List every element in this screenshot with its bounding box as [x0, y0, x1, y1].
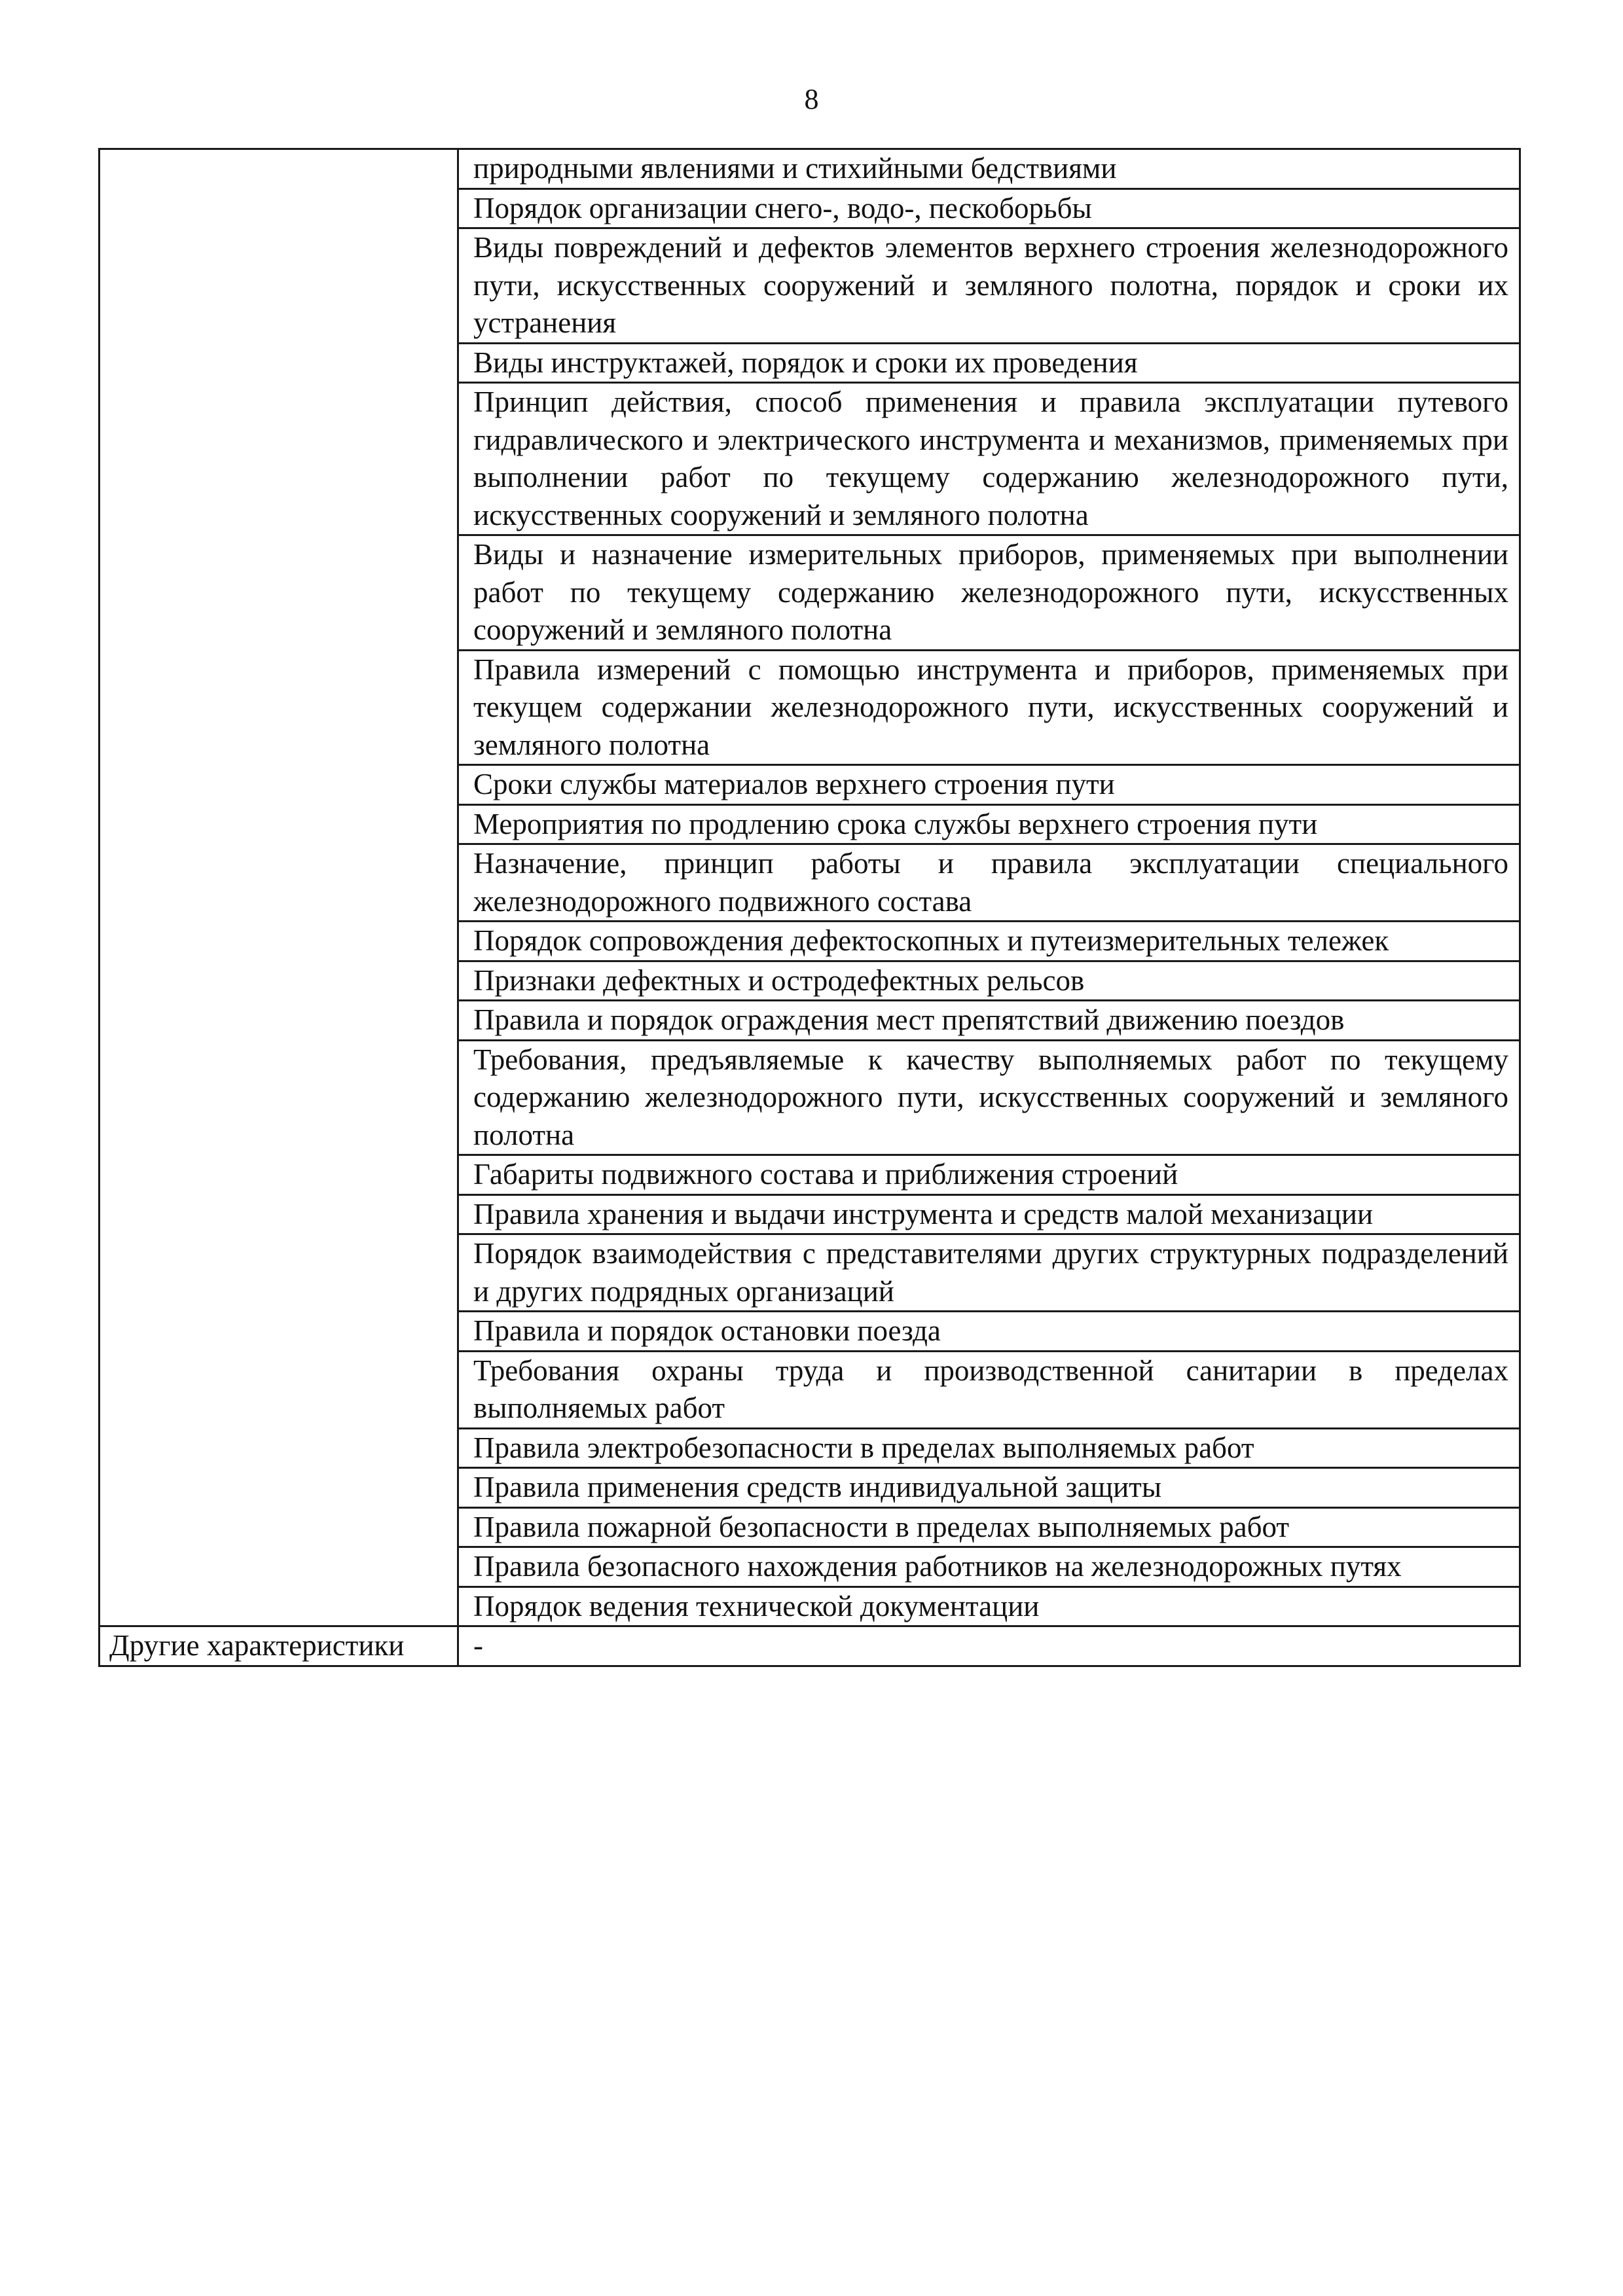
knowledge-item: Правила пожарной безопасности в пределах выполняемых работ: [458, 1507, 1520, 1547]
page-number: 8: [804, 83, 819, 115]
knowledge-item: Правила применения средств индивидуальной защиты: [458, 1468, 1520, 1508]
knowledge-item: Принцип действия, способ применения и правила эксплуатации путевого гидравлического и электрического инструмента и механизмов, применяемых при выполнении работ по текущему содержанию железнодорожного пути, искусственных сооружений и земляного полотна: [458, 383, 1520, 535]
knowledge-item: Виды повреждений и дефектов элементов верхнего строения железнодорожного пути, искусственных сооружений и земляного полотна, порядок и сроки их устранения: [458, 228, 1520, 344]
section-label-cell: [100, 149, 458, 1626]
requirements-table: [98, 148, 1521, 1667]
knowledge-item: Правила хранения и выдачи инструмента и средств малой механизации: [458, 1194, 1520, 1234]
table-row: [100, 149, 1520, 189]
knowledge-item: Мероприятия по продлению срока службы верхнего строения пути: [458, 804, 1520, 844]
knowledge-item: Правила и порядок остановки поезда: [458, 1312, 1520, 1352]
knowledge-item: Признаки дефектных и остродефектных рельсов: [458, 961, 1520, 1001]
other-characteristics-row: [100, 1626, 1520, 1666]
knowledge-item: Правила и порядок ограждения мест препятствий движению поездов: [458, 1001, 1520, 1041]
knowledge-item: Назначение, принцип работы и правила эксплуатации специального железнодорожного подвижного состава: [458, 844, 1520, 922]
knowledge-item: Порядок ведения технической документации: [458, 1587, 1520, 1626]
knowledge-item: Сроки службы материалов верхнего строения пути: [458, 765, 1520, 805]
knowledge-item: Требования, предъявляемые к качеству выполняемых работ по текущему содержанию железнодорожного пути, искусственных сооружений и земляного полотна: [458, 1040, 1520, 1155]
knowledge-item: Порядок организации снего-, водо-, пескоборьбы: [458, 188, 1520, 228]
knowledge-item: Порядок взаимодействия с представителями других структурных подразделений и других подрядных организаций: [458, 1234, 1520, 1312]
knowledge-item: Виды инструктажей, порядок и сроки их проведения: [458, 343, 1520, 383]
knowledge-item: Требования охраны труда и производственной санитарии в пределах выполняемых работ: [458, 1351, 1520, 1428]
knowledge-item: Габариты подвижного состава и приближения строений: [458, 1155, 1520, 1195]
knowledge-item: природными явлениями и стихийными бедствиями: [458, 149, 1520, 189]
knowledge-item: Правила безопасного нахождения работников на железнодорожных путях: [458, 1547, 1520, 1587]
knowledge-item: Порядок сопровождения дефектоскопных и путеизмерительных тележек: [458, 922, 1520, 961]
other-characteristics-label: Другие характеристики: [100, 1626, 458, 1666]
knowledge-item: Правила измерений с помощью инструмента и приборов, применяемых при текущем содержании железнодорожного пути, искусственных сооружений и земляного полотна: [458, 650, 1520, 765]
knowledge-item: Виды и назначение измерительных приборов, применяемых при выполнении работ по текущему содержанию железнодорожного пути, искусственных сооружений и земляного полотна: [458, 535, 1520, 651]
other-characteristics-value: -: [458, 1626, 1520, 1666]
knowledge-item: Правила электробезопасности в пределах выполняемых работ: [458, 1428, 1520, 1468]
